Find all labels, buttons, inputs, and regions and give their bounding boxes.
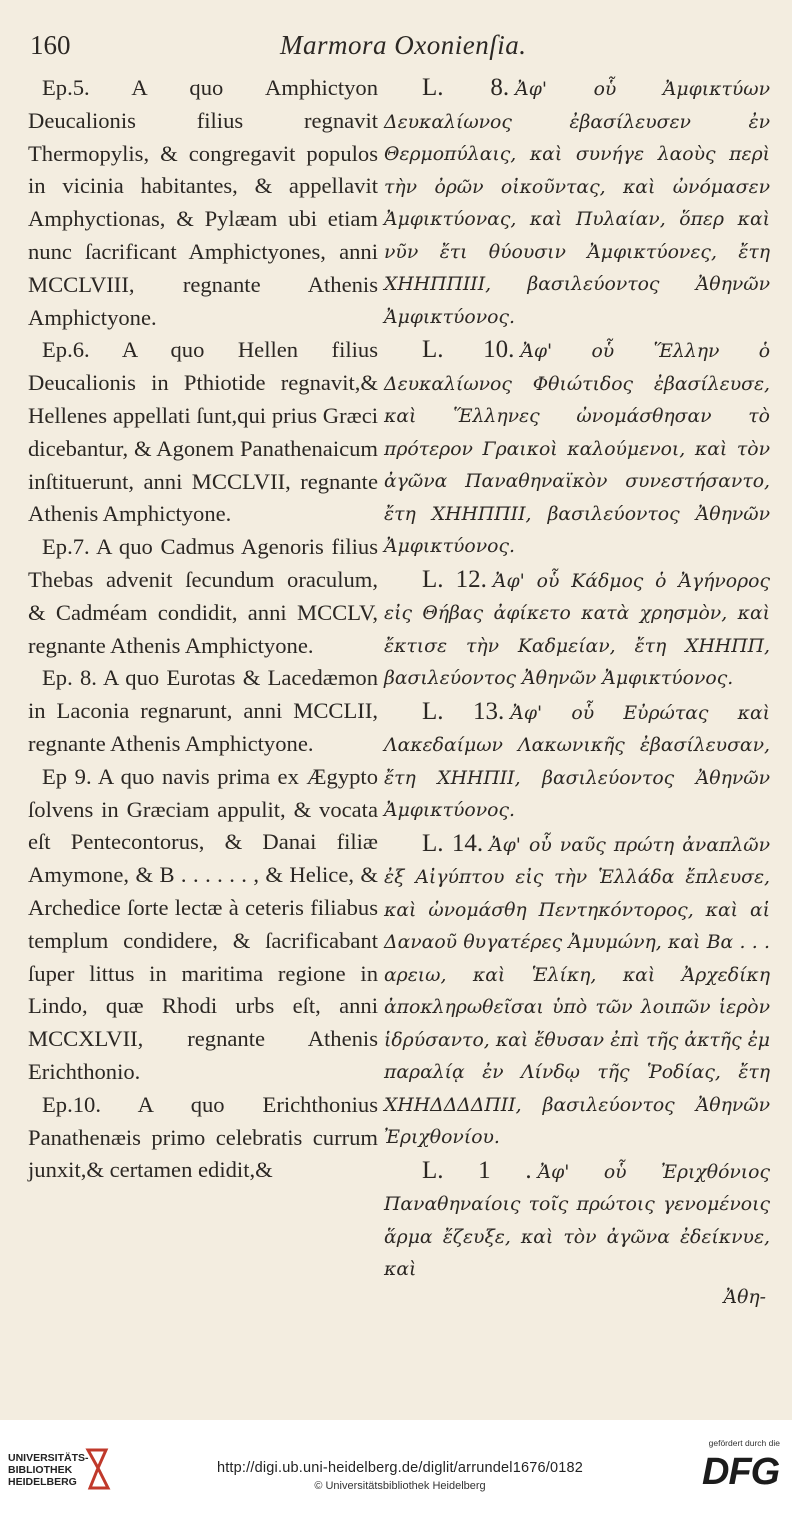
greek-line-text: Ἀφ' οὗ Ἕλλην ὁ Δευκαλίωνος Φθιώτιδος ἐβασίλευσε, καὶ Ἕλληνες ὠνομάσθησαν τὸ πρότερον Γραικοὶ καλούμενοι, καὶ τὸν ἀγῶνα Παναθηναϊκὸν συνεστήσαντο, ἔτη ΧΗΗΠΠΙΙ, βασιλεύοντος Ἀθηνῶν Ἀμφικτύονος. — [384, 341, 770, 557]
page-number: 160 — [30, 30, 71, 60]
greek-line-text: Ἀφ' οὗ Ἐριχθόνιος Παναθηναίοις τοῖς πρώτοις γενομένοις ἅρμα ἔζευξε, καὶ τὸν ἀγῶνα ἐδείκνυε, καὶ — [384, 1161, 770, 1280]
latin-epoch-9: Ep 9. A quo navis prima ex Ægypto ſolvens in Græciam appulit, & vocata eſt Pentecontorus, & Danai filiæ Amymone, & B . . . . . . , & Helice, & Archedice ſorte lectæ à ceteris filiabus templum condidere, & ſacrificabant ſuper littus in maritima regione in Lindo, quæ Rhodi urbs eſt, anni MCCXLVII, regnante Athenis Erichthonio. — [28, 763, 378, 1084]
greek-line-label: L. 10. — [422, 336, 515, 363]
greek-line-12 — [384, 564, 770, 696]
latin-column — [28, 72, 378, 1187]
running-title: Marmora Oxonienſia. — [280, 30, 527, 60]
library-logo — [8, 1446, 118, 1496]
running-head — [30, 30, 770, 70]
latin-epoch-5: Ep.5. A quo Amphictyon Deucalionis filius regnavit Thermopylis, & congregavit populos in vicinia habitantes, & appellavit Amphyctionas, & Pylæam ubi etiam nunc ſacrificant Amphictyones, anni MCCLVIII, regnante Athenis Amphictyone. — [28, 75, 378, 330]
greek-line-label: L. 1 . — [422, 1156, 532, 1184]
funding-caption: gefördert durch die — [708, 1438, 780, 1448]
latin-epoch-8: Ep. 8. A quo Eurotas & Lacedæmon in Laconia regnarunt, anni MCCLII, regnante Athenis Amphictyone. — [28, 665, 378, 756]
greek-column — [384, 72, 770, 1308]
greek-line-label: L. 12. — [422, 565, 487, 593]
copyright-notice: © Universitätsbibliothek Heidelberg — [314, 1480, 486, 1492]
greek-line-text: Ἀφ' οὗ Εὐρώτας καὶ Λακεδαίμων Λακωνικῆς ἐβασίλευσαν, ἔτη ΧΗΗΠΙΙ, βασιλεύοντος Ἀθηνῶν Ἀμφικτύονος. — [384, 702, 770, 821]
latin-epoch-6: Ep.6. A quo Hellen filius Deucalionis in Pthiotide regnavit,& Hellenes appellati ſunt,qui prius Græci dicebantur, & Agonem Panathenaicum inſtituerunt, anni MCCLVII, regnante Athenis Amphictyone. — [28, 337, 378, 527]
greek-line-8 — [384, 72, 770, 334]
latin-epoch-7: Ep.7. A quo Cadmus Agenoris filius Thebas advenit ſecundum oraculum, & Cadméam condidit, anni MCCLV, regnante Athenis Amphictyone. — [28, 534, 378, 658]
digitization-footer — [0, 1420, 792, 1516]
library-name: UNIVERSITÄTS-BIBLIOTHEK HEIDELBERG — [8, 1452, 89, 1488]
greek-line-label: L. 8. — [422, 74, 510, 101]
dfg-logo — [700, 1438, 786, 1508]
dfg-wordmark: DFG — [702, 1451, 780, 1493]
library-emblem-icon — [84, 1446, 112, 1492]
latin-epoch-10: Ep.10. A quo Erichthonius Panathenæis primo celebratis currum junxit,& certamen edidit,& — [28, 1091, 378, 1183]
greek-line-text: Ἀφ' οὗ Κάδμος ὁ Ἀγήνορος εἰς Θήβας ἀφίκετο κατὰ χρησμὸν, καὶ ἔκτισε τὴν Καδμείαν, ἔτη ΧΗΗΠΠ, βασιλεύοντος Ἀθηνῶν Ἀμφικτύονος. — [384, 570, 770, 689]
greek-line-13 — [384, 696, 770, 828]
greek-line-label: L. 14. — [422, 829, 484, 857]
greek-line-14 — [384, 828, 770, 1155]
greek-line-1 — [384, 1155, 770, 1287]
greek-line-label: L. 13. — [422, 697, 505, 725]
source-url-link[interactable]: http://digi.ub.uni-heidelberg.de/diglit/arrundel1676/0182 — [216, 1460, 584, 1476]
greek-line-text: Ἀφ' οὗ Ἀμφικτύων Δευκαλίωνος ἐβασίλευσεν ἐν Θερμοπύλαις, καὶ συνήγε λαοὺς περὶ τὴν ὀρῶν οἰκοῦντας, καὶ ὠνόμασεν Ἀμφικτύονας, καὶ Πυλαίαν, ὅπερ καὶ νῦν ἔτι θύουσιν Ἀμφικτύονες, ἔτη ΧΗΗΠΠΙΙΙ, βασιλεύοντος Ἀθηνῶν Ἀμφικτύονος. — [384, 79, 770, 328]
greek-line-text: Ἀφ' οὗ ναῦς πρώτη ἀναπλῶν ἐξ Αἰγύπτου εἰς τὴν Ἑλλάδα ἔπλευσε, καὶ ὠνομάσθη Πεντηκόντορος, καὶ αἱ Δαναοῦ θυγατέρες Ἀμυμώνη, καὶ Βα . . . αρειω, καὶ Ἑλίκη, καὶ Ἀρχεδίκη ἀποκληρωθεῖσαι ὑπὸ τῶν λοιπῶν ἱερὸν ἱδρύσαντο, καὶ ἔθυσαν ἐπὶ τῆς ἀκτῆς ἐμ παραλίᾳ ἐν Λίνδῳ τῆς Ῥοδίας, ἔτη ΧΗΗΔΔΔΔΠΙΙ, βασιλεύοντος Ἀθηνῶν Ἐριχθονίου. — [384, 834, 770, 1148]
greek-line-10 — [384, 334, 770, 564]
catchword: Ἀθη- — [723, 1286, 766, 1308]
